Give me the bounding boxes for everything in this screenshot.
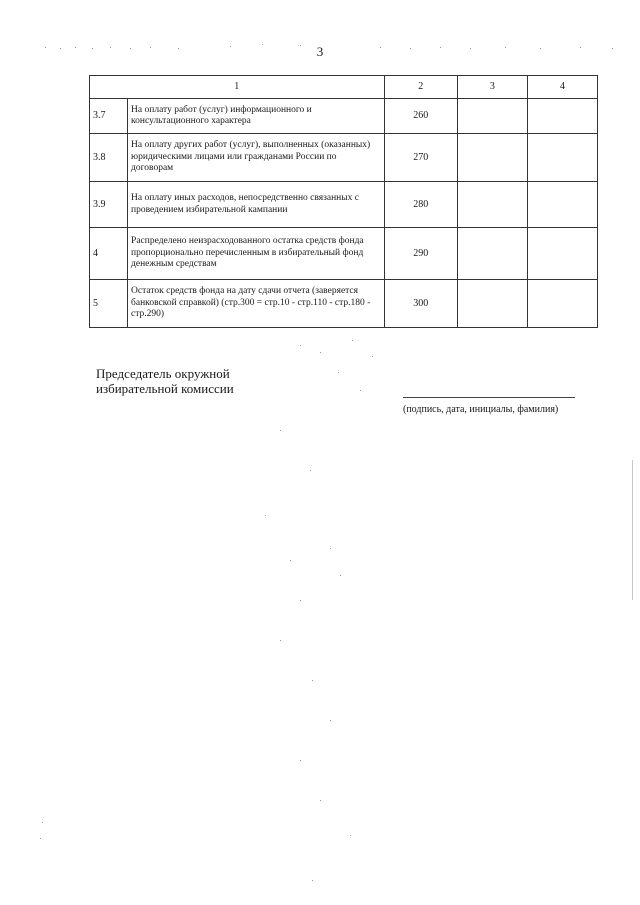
- row-description: На оплату иных расходов, непосредственно связанных с проведением избирательной кампании: [128, 182, 384, 228]
- table-row: [90, 134, 598, 182]
- header-col-3: 3: [457, 76, 527, 99]
- row-number: 3.8: [90, 134, 128, 182]
- header-col-4: 4: [527, 76, 597, 99]
- row-description: Остаток средств фонда на дату сдачи отчета (заверяется банковской справкой) (стр.300 = стр.10 - стр.110 - стр.180 - стр.290): [128, 280, 384, 328]
- table-row: [90, 182, 598, 228]
- row-col-3: [457, 134, 527, 182]
- row-col-3: [457, 99, 527, 134]
- table-header-row: [90, 76, 598, 99]
- row-code: 260: [384, 99, 457, 134]
- row-col-4: [527, 99, 597, 134]
- row-col-4: [527, 182, 597, 228]
- row-number: 5: [90, 280, 128, 328]
- row-code: 270: [384, 134, 457, 182]
- table-row: [90, 99, 598, 134]
- row-number: 3.7: [90, 99, 128, 134]
- header-col-2: 2: [384, 76, 457, 99]
- report-table: [89, 75, 598, 328]
- row-code: 280: [384, 182, 457, 228]
- row-number: 4: [90, 228, 128, 280]
- signature-caption: (подпись, дата, инициалы, фамилия): [403, 404, 559, 415]
- chairman-title-line-2: избирательной комиссии: [96, 381, 234, 396]
- row-description: На оплату других работ (услуг), выполненных (оказанных) юридическими лицами или гражданами России по договорам: [128, 134, 384, 182]
- table-row: [90, 228, 598, 280]
- signature-line: [403, 397, 575, 398]
- row-col-4: [527, 280, 597, 328]
- chairman-signature-block: [96, 366, 234, 396]
- row-description: На оплату работ (услуг) информационного и консультационного характера: [128, 99, 384, 134]
- row-col-4: [527, 228, 597, 280]
- row-number: 3.9: [90, 182, 128, 228]
- row-code: 300: [384, 280, 457, 328]
- row-col-3: [457, 280, 527, 328]
- header-col-1: 1: [90, 76, 385, 99]
- row-col-4: [527, 134, 597, 182]
- row-col-3: [457, 228, 527, 280]
- table-row: [90, 280, 598, 328]
- page-number: 3: [316, 44, 324, 59]
- row-description: Распределено неизрасходованного остатка средств фонда пропорционально перечисленным в избирательный фонд денежным средствам: [128, 228, 384, 280]
- row-col-3: [457, 182, 527, 228]
- chairman-title-line-1: Председатель окружной: [96, 366, 230, 381]
- row-code: 290: [384, 228, 457, 280]
